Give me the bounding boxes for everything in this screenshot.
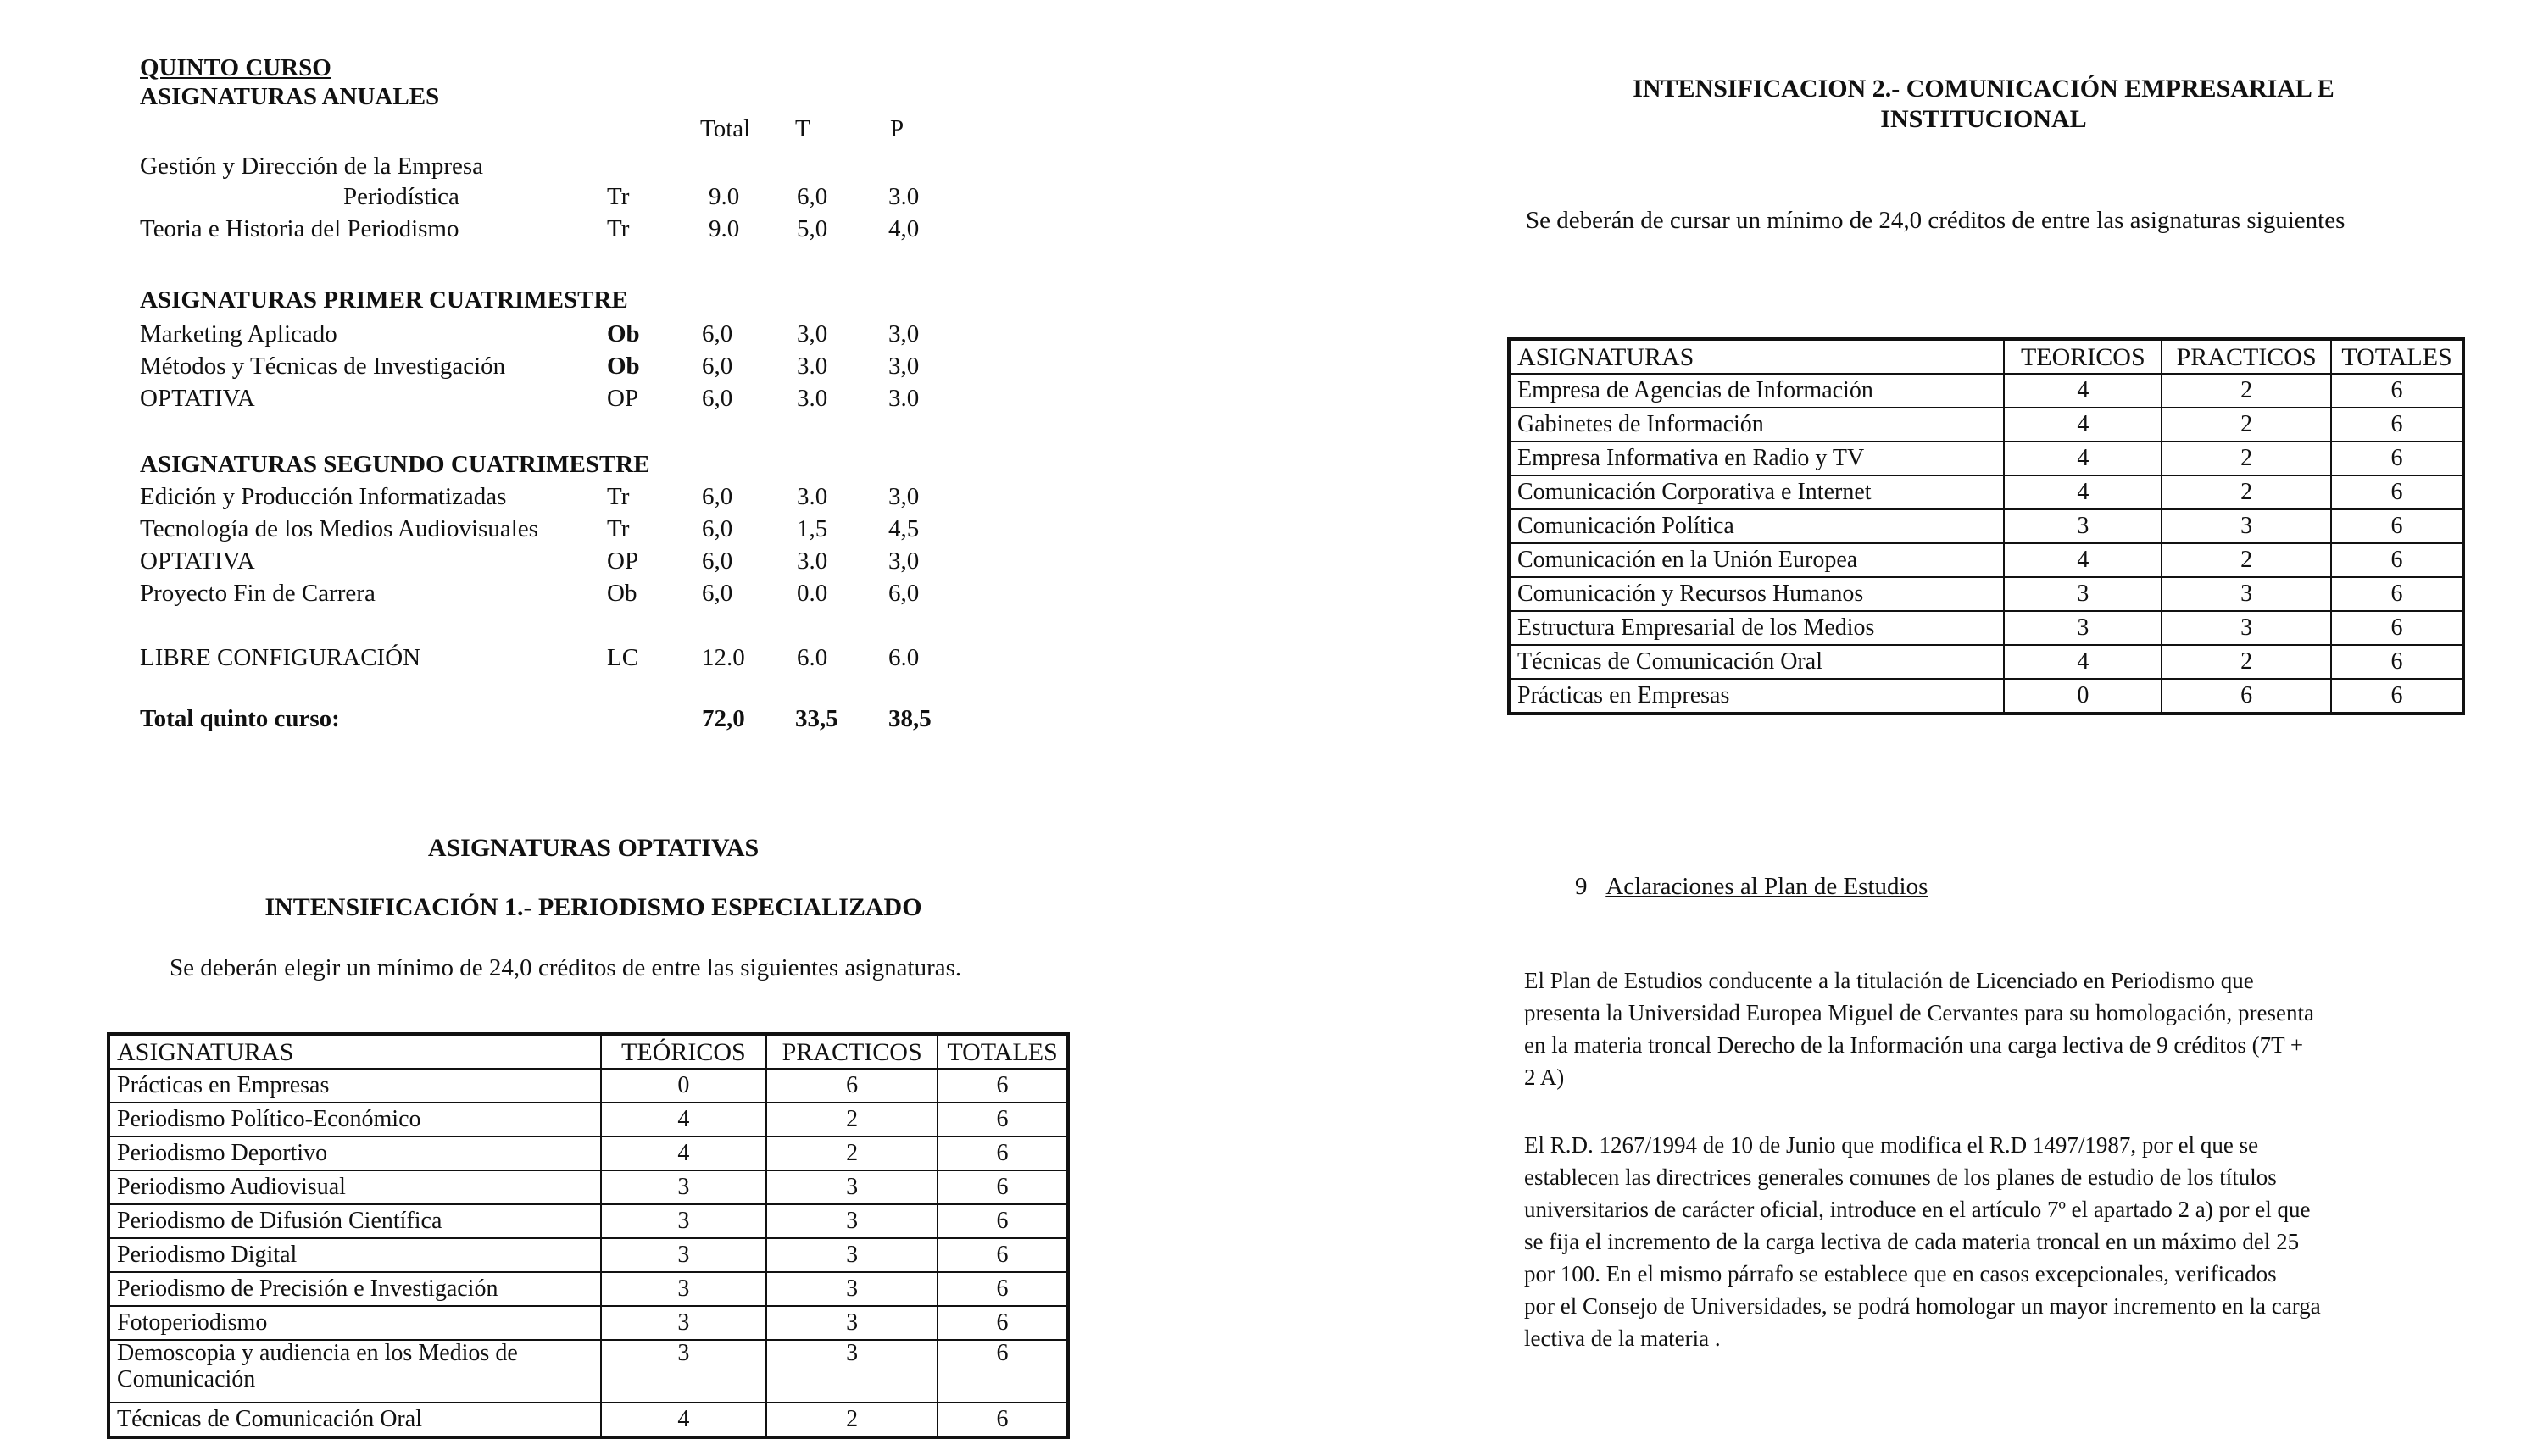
course-p: 3.0 [888, 183, 920, 210]
teoricos-cell: 4 [601, 1403, 767, 1437]
course-name: Teoria e Historia del Periodismo [140, 215, 459, 242]
int1-note: Se deberán elegir un mínimo de 24,0 créditos de entre las siguientes asignaturas. [170, 954, 962, 981]
aclaraciones-heading [1575, 875, 1928, 899]
totales-cell: 6 [938, 1403, 1068, 1437]
course-p: 3,0 [888, 320, 920, 347]
header-practicos: PRACTICOS [2162, 339, 2331, 374]
course-name: Proyecto Fin de Carrera [140, 580, 376, 607]
int2-title-line2: INSTITUCIONAL [1880, 105, 2087, 133]
practicos-cell: 2 [2162, 475, 2331, 509]
paragraph-line: establecen las directrices generales comunes de los planes de estudio de los títulos [1524, 1164, 2277, 1190]
paragraph-line: se fija el incremento de la carga lectiva de cada materia troncal en un máximo del 25 [1524, 1229, 2300, 1254]
teoricos-cell: 3 [601, 1306, 767, 1340]
table-row [109, 1272, 1068, 1306]
totales-cell: 6 [2331, 374, 2463, 408]
table-row [1509, 543, 2463, 577]
header-teoricos: TEÓRICOS [601, 1034, 767, 1069]
table-row [109, 1340, 1068, 1403]
totales-cell: 6 [938, 1170, 1068, 1204]
course-name: Marketing Aplicado [140, 320, 337, 347]
practicos-cell: 2 [2162, 543, 2331, 577]
course-p: 3,0 [888, 547, 920, 575]
teoricos-cell: 4 [2004, 645, 2162, 679]
totales-cell: 6 [2331, 577, 2463, 611]
course-p: 3,0 [888, 353, 920, 380]
totales-cell: 6 [2331, 408, 2463, 442]
subject-cell: Estructura Empresarial de los Medios [1509, 611, 2004, 645]
table-row [109, 1238, 1068, 1272]
table-row [109, 1170, 1068, 1204]
libre-name: LIBRE CONFIGURACIÓN [140, 644, 421, 671]
table-row [1509, 509, 2463, 543]
paragraph-line: 2 A) [1524, 1064, 1565, 1090]
aclaraciones-number: 9 [1575, 873, 1588, 900]
paragraph-line: presenta la Universidad Europea Miguel de Cervantes para su homologación, presenta [1524, 1000, 2314, 1025]
course-total: 9.0 [709, 183, 740, 210]
course-total: 6,0 [702, 515, 733, 542]
totales-cell: 6 [938, 1103, 1068, 1136]
paragraph-line: universitarios de carácter oficial, introduce en el artículo 7º el apartado 2 a) por el que [1524, 1197, 2311, 1222]
table-row [1509, 374, 2463, 408]
course-t: 0.0 [797, 580, 828, 607]
course-type: Tr [607, 483, 630, 510]
int2-note: Se deberán de cursar un mínimo de 24,0 créditos de entre las asignaturas siguientes [1526, 207, 2345, 234]
aclaraciones-paragraph-2 [1524, 1129, 2457, 1354]
table-row [1509, 475, 2463, 509]
total-label-a: Total [140, 705, 200, 732]
course-name: Edición y Producción Informatizadas [140, 483, 507, 510]
col-t-label: T [795, 115, 810, 142]
header-asignaturas: ASIGNATURAS [109, 1034, 601, 1069]
subject-cell: Periodismo de Precisión e Investigación [109, 1272, 601, 1306]
course-total: 6,0 [702, 385, 733, 412]
course-p: 3.0 [888, 385, 920, 412]
course-type: Tr [607, 183, 630, 210]
teoricos-cell: 4 [2004, 374, 2162, 408]
course-total: 6,0 [702, 353, 733, 380]
libre-type: LC [607, 644, 639, 671]
table-row [1509, 577, 2463, 611]
col-p-label: P [890, 115, 904, 142]
total-p: 38,5 [888, 705, 932, 732]
practicos-cell: 2 [2162, 408, 2331, 442]
totales-cell: 6 [2331, 645, 2463, 679]
subject-cell: Periodismo Político-Económico [109, 1103, 601, 1136]
totales-cell: 6 [2331, 543, 2463, 577]
course-total: 6,0 [702, 547, 733, 575]
course-t: 3.0 [797, 483, 828, 510]
course-p: 3,0 [888, 483, 920, 510]
aclaraciones-paragraph-1 [1524, 964, 2457, 1093]
int1-title: INTENSIFICACIÓN 1.- PERIODISMO ESPECIALIZADO [264, 893, 922, 921]
libre-p: 6.0 [888, 644, 920, 671]
teoricos-cell: 0 [2004, 679, 2162, 714]
practicos-cell: 3 [766, 1272, 938, 1306]
paragraph-line: en la materia troncal Derecho de la Información una carga lectiva de 9 créditos (7T + [1524, 1032, 2304, 1058]
practicos-cell: 3 [2162, 611, 2331, 645]
table-header-row [109, 1034, 1068, 1069]
teoricos-cell: 4 [601, 1103, 767, 1136]
subject-cell: Comunicación en la Unión Europea [1509, 543, 2004, 577]
teoricos-cell: 4 [2004, 475, 2162, 509]
header-teoricos: TEORICOS [2004, 339, 2162, 374]
int2-title-line1: INTENSIFICACION 2.- COMUNICACIÓN EMPRESARIAL E [1633, 75, 2334, 103]
course-type: Tr [607, 515, 630, 542]
course-name-cont: Periodística [343, 183, 459, 210]
course-t: 3.0 [797, 385, 828, 412]
practicos-cell: 2 [766, 1136, 938, 1170]
practicos-cell: 2 [766, 1403, 938, 1437]
practicos-cell: 2 [2162, 645, 2331, 679]
int2-table [1507, 337, 2465, 715]
aclaraciones-title: Aclaraciones al Plan de Estudios [1605, 873, 1928, 900]
subject-cell: Periodismo Audiovisual [109, 1170, 601, 1204]
totales-cell: 6 [938, 1340, 1068, 1403]
teoricos-cell: 4 [2004, 543, 2162, 577]
course-type: Ob [607, 353, 640, 380]
subject-cell: Periodismo de Difusión Científica [109, 1204, 601, 1238]
course-t: 3.0 [797, 547, 828, 575]
subject-cell: Comunicación y Recursos Humanos [1509, 577, 2004, 611]
practicos-cell: 3 [766, 1340, 938, 1403]
total-total: 72,0 [702, 705, 745, 732]
practicos-cell: 6 [2162, 679, 2331, 714]
anuales-heading: ASIGNATURAS ANUALES [140, 83, 440, 110]
practicos-cell: 3 [766, 1204, 938, 1238]
teoricos-cell: 3 [601, 1340, 767, 1403]
course-total: 6,0 [702, 580, 733, 607]
teoricos-cell: 3 [601, 1170, 767, 1204]
course-t: 1,5 [797, 515, 828, 542]
course-t: 3,0 [797, 320, 828, 347]
practicos-cell: 3 [2162, 577, 2331, 611]
table-row [1509, 679, 2463, 714]
subject-cell: Técnicas de Comunicación Oral [109, 1403, 601, 1437]
practicos-cell: 2 [766, 1103, 938, 1136]
subject-cell: Demoscopia y audiencia en los Medios de Comunicación [109, 1340, 601, 1403]
table-row [109, 1103, 1068, 1136]
total-label [140, 707, 340, 731]
quinto-curso-title: QUINTO CURSO [140, 54, 331, 81]
subject-cell: Técnicas de Comunicación Oral [1509, 645, 2004, 679]
header-practicos: PRACTICOS [766, 1034, 938, 1069]
course-type: Ob [607, 320, 640, 347]
practicos-cell: 6 [766, 1069, 938, 1103]
course-type: Ob [607, 580, 637, 607]
col-total-label: Total [700, 115, 751, 142]
teoricos-cell: 3 [601, 1204, 767, 1238]
subject-cell: Fotoperiodismo [109, 1306, 601, 1340]
table-row [1509, 645, 2463, 679]
totales-cell: 6 [938, 1204, 1068, 1238]
subject-cell: Prácticas en Empresas [109, 1069, 601, 1103]
totales-cell: 6 [938, 1238, 1068, 1272]
table-row [1509, 611, 2463, 645]
paragraph-line: por el Consejo de Universidades, se podrá homologar un mayor incremento en la carga [1524, 1293, 2321, 1319]
course-total: 9.0 [709, 215, 740, 242]
teoricos-cell: 3 [2004, 509, 2162, 543]
totales-cell: 6 [2331, 509, 2463, 543]
header-totales: TOTALES [2331, 339, 2463, 374]
table-row [1509, 408, 2463, 442]
total-label-b: quinto curso: [199, 705, 340, 732]
course-type: Tr [607, 215, 630, 242]
teoricos-cell: 3 [2004, 611, 2162, 645]
practicos-cell: 2 [2162, 374, 2331, 408]
course-type: OP [607, 385, 639, 412]
subject-cell: Periodismo Deportivo [109, 1136, 601, 1170]
totales-cell: 6 [938, 1136, 1068, 1170]
total-t: 33,5 [795, 705, 838, 732]
course-name: Tecnología de los Medios Audiovisuales [140, 515, 538, 542]
course-type: OP [607, 547, 639, 575]
subject-cell: Empresa Informativa en Radio y TV [1509, 442, 2004, 475]
teoricos-cell: 3 [601, 1238, 767, 1272]
optativas-heading: ASIGNATURAS OPTATIVAS [427, 834, 760, 862]
totales-cell: 6 [938, 1069, 1068, 1103]
practicos-cell: 3 [766, 1170, 938, 1204]
libre-t: 6.0 [797, 644, 828, 671]
table-row [109, 1204, 1068, 1238]
course-total: 6,0 [702, 320, 733, 347]
header-asignaturas: ASIGNATURAS [1509, 339, 2004, 374]
int1-table [107, 1032, 1070, 1439]
course-t: 5,0 [797, 215, 828, 242]
course-p: 4,5 [888, 515, 920, 542]
paragraph-line: El R.D. 1267/1994 de 10 de Junio que modifica el R.D 1497/1987, por el que se [1524, 1132, 2259, 1158]
teoricos-cell: 4 [2004, 442, 2162, 475]
teoricos-cell: 3 [2004, 577, 2162, 611]
practicos-cell: 3 [766, 1306, 938, 1340]
course-name: OPTATIVA [140, 385, 255, 412]
course-name: OPTATIVA [140, 547, 255, 575]
subject-cell: Comunicación Política [1509, 509, 2004, 543]
course-t: 6,0 [797, 183, 828, 210]
segundo-heading: ASIGNATURAS SEGUNDO CUATRIMESTRE [140, 451, 650, 478]
totales-cell: 6 [2331, 611, 2463, 645]
table-row [109, 1069, 1068, 1103]
teoricos-cell: 0 [601, 1069, 767, 1103]
course-p: 4,0 [888, 215, 920, 242]
table-row [109, 1403, 1068, 1437]
table-row [109, 1306, 1068, 1340]
totales-cell: 6 [2331, 475, 2463, 509]
table-header-row [1509, 339, 2463, 374]
table-row [109, 1136, 1068, 1170]
totales-cell: 6 [2331, 442, 2463, 475]
subject-cell: Periodismo Digital [109, 1238, 601, 1272]
paragraph-line: El Plan de Estudios conducente a la titulación de Licenciado en Periodismo que [1524, 968, 2254, 993]
practicos-cell: 3 [766, 1238, 938, 1272]
totales-cell: 6 [2331, 679, 2463, 714]
libre-total: 12.0 [702, 644, 745, 671]
subject-cell: Gabinetes de Información [1509, 408, 2004, 442]
totales-cell: 6 [938, 1272, 1068, 1306]
paragraph-line: por 100. En el mismo párrafo se establece que en casos excepcionales, verificados [1524, 1261, 2277, 1287]
course-name: Gestión y Dirección de la Empresa [140, 153, 484, 180]
course-total: 6,0 [702, 483, 733, 510]
practicos-cell: 3 [2162, 509, 2331, 543]
teoricos-cell: 4 [2004, 408, 2162, 442]
teoricos-cell: 3 [601, 1272, 767, 1306]
paragraph-line: lectiva de la materia . [1524, 1325, 1721, 1351]
practicos-cell: 2 [2162, 442, 2331, 475]
course-t: 3.0 [797, 353, 828, 380]
course-name: Métodos y Técnicas de Investigación [140, 353, 506, 380]
primer-heading: ASIGNATURAS PRIMER CUATRIMESTRE [140, 286, 628, 314]
subject-cell: Comunicación Corporativa e Internet [1509, 475, 2004, 509]
subject-cell: Prácticas en Empresas [1509, 679, 2004, 714]
header-totales: TOTALES [938, 1034, 1068, 1069]
table-row [1509, 442, 2463, 475]
subject-cell: Empresa de Agencias de Información [1509, 374, 2004, 408]
course-p: 6,0 [888, 580, 920, 607]
teoricos-cell: 4 [601, 1136, 767, 1170]
totales-cell: 6 [938, 1306, 1068, 1340]
